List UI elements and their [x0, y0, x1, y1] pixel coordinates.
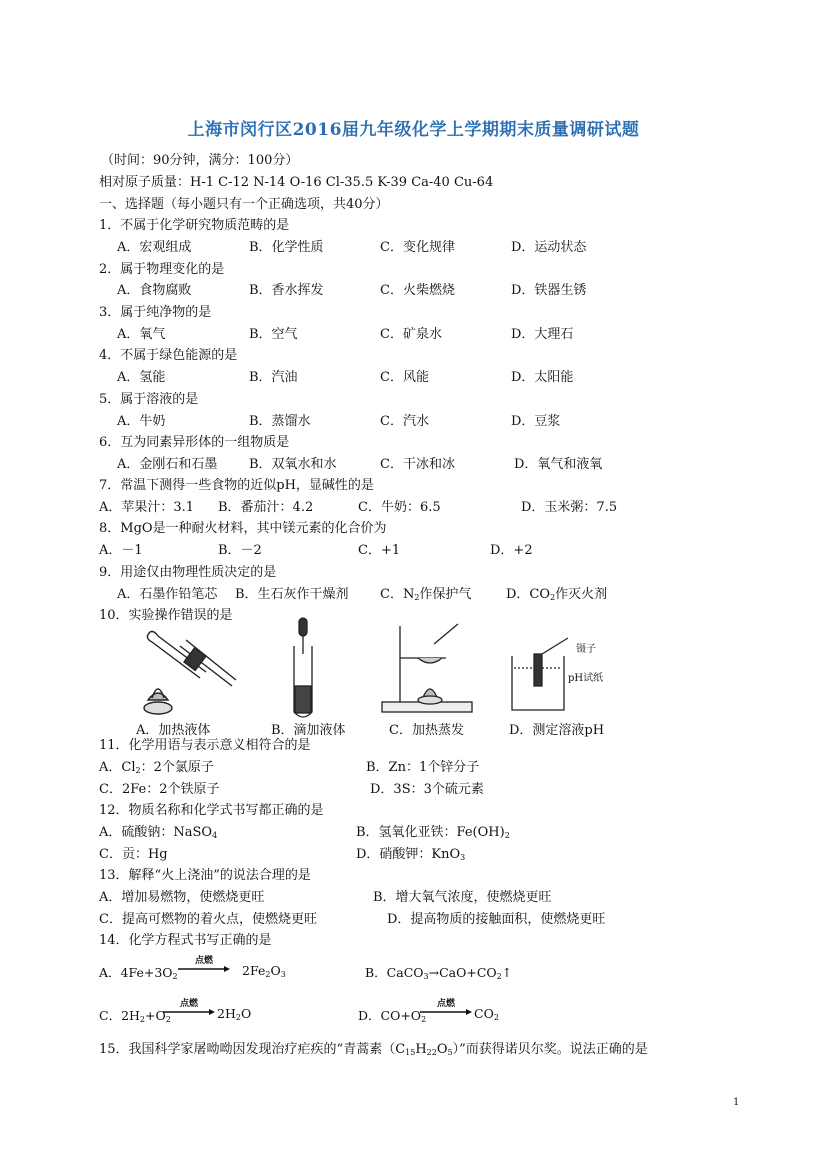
question-stem: 12．物质名称和化学式书写都正确的是: [99, 803, 324, 818]
exam-info: （时间：90分钟，满分：100分）: [101, 153, 299, 168]
question-stem: 1．不属于化学研究物质范畴的是: [99, 218, 290, 233]
option: C．$N_2$作保护气: [380, 587, 472, 602]
option: C．提高可燃物的着火点，使燃烧更旺: [99, 912, 317, 927]
atomic-mass-line: 相对原子质量：H-1 C-12 N-14 O-16 Cl-35.5 K-39 Ca-40 Cu-64: [99, 175, 494, 190]
option: C．干冰和冰: [380, 457, 455, 472]
question-stem: 9．用途仅由物理性质决定的是: [99, 565, 277, 580]
option: C．2Fe：2个铁原子: [99, 782, 220, 797]
option: B．汽油: [249, 370, 298, 385]
option: A．宏观组成: [117, 240, 192, 255]
question-stem: 2．属于物理变化的是: [99, 262, 225, 277]
question-stem: 6．互为同素异形体的一组物质是: [99, 435, 290, 450]
equation-a-product: $2Fe_2O_3$: [242, 963, 286, 979]
option: A．硫酸钠：NaSO$_4$: [99, 825, 218, 840]
evaporation-figure: [378, 622, 474, 718]
page-number: 1: [733, 1097, 740, 1108]
reaction-arrow: 点燃: [420, 1000, 472, 1014]
option: C．加热蒸发: [389, 723, 464, 738]
option: B．化学性质: [249, 240, 324, 255]
question-stem: 11．化学用语与表示意义相符合的是: [99, 738, 311, 753]
option: D．铁器生锈: [511, 283, 587, 298]
option: C．牛奶：6.5: [358, 500, 441, 515]
option: D．玉米粥：7.5: [521, 500, 618, 515]
equation-b: B．$CaCO_3\to CaO+CO_2↑$: [365, 965, 513, 981]
option: D．提高物质的接触面积，使燃烧更旺: [387, 912, 606, 927]
option: A．加热液体: [136, 723, 211, 738]
option: A．－1: [99, 543, 143, 558]
option: D．运动状态: [511, 240, 587, 255]
option: C．贡：Hg: [99, 847, 168, 862]
option: D．氧气和液氧: [514, 457, 603, 472]
option: C．变化规律: [380, 240, 455, 255]
question-stem: 5．属于溶液的是: [99, 392, 199, 407]
option: D．豆浆: [511, 414, 561, 429]
option: D．大理石: [511, 327, 574, 342]
option: A．氢能: [117, 370, 166, 385]
option: D．3S：3个硫元素: [370, 782, 484, 797]
option: B．香水挥发: [249, 283, 324, 298]
question-stem: 10．实验操作错误的是: [99, 608, 233, 623]
reaction-arrow: 点燃: [163, 1000, 215, 1014]
equation-d-product: $CO_2$: [474, 1006, 499, 1022]
option: B．Zn：1个锌分子: [366, 760, 480, 775]
option: A．金刚石和石墨: [117, 457, 218, 472]
option: A．氧气: [117, 327, 166, 342]
heating-liquid-figure: [140, 628, 240, 720]
option: B．增大氧气浓度，使燃烧更旺: [373, 890, 552, 905]
option: B．滴加液体: [271, 723, 346, 738]
option: D．硝酸钾：KnO$_3$: [356, 847, 466, 862]
option: B．蒸馏水: [249, 414, 311, 429]
question-stem: 15．我国科学家屠呦呦因发现治疗疟疾的“青蒿素$(C_{15}H_{22}O_5)$”而获得诺贝尔奖。说法正确的是: [99, 1042, 648, 1057]
arrow-icon: [163, 1009, 215, 1015]
ph-paper-label: pH试纸: [568, 673, 604, 684]
equation-a: A．$4Fe+3O_2$: [99, 965, 178, 981]
tweezers-label: 镊子: [576, 644, 596, 655]
option: B．氢氧化亚铁：$Fe(OH)_2$: [356, 825, 510, 840]
option: B．－2: [218, 543, 262, 558]
option: A．牛奶: [117, 414, 166, 429]
option: D．测定溶液pH: [509, 723, 605, 738]
question-stem: 13．解释“火上浇油”的说法合理的是: [99, 868, 311, 883]
option: B．双氧水和水: [249, 457, 337, 472]
question-stem: 14．化学方程式书写正确的是: [99, 933, 272, 948]
option: B．番茄汁：4.2: [218, 500, 314, 515]
page-title: 上海市闵行区2016届九年级化学上学期期末质量调研试题: [187, 120, 640, 140]
question-stem: 4．不属于绿色能源的是: [99, 348, 238, 363]
option: D．太阳能: [511, 370, 574, 385]
question-stem: 3．属于纯净物的是: [99, 305, 212, 320]
question-stem: 8．MgO是一种耐火材料，其中镁元素的化合价为: [99, 521, 387, 536]
option: C．汽水: [380, 414, 429, 429]
option: B．生石灰作干燥剂: [235, 587, 349, 602]
option: C．+1: [358, 543, 401, 558]
equation-c: C．$2H_2+O_2$: [99, 1008, 171, 1024]
arrow-icon: [178, 966, 230, 972]
ph-measurement-figure: [508, 634, 572, 714]
reaction-arrow: 点燃: [178, 957, 230, 971]
equation-c-product: $2H_2O$: [217, 1006, 252, 1022]
option: A．增加易燃物，使燃烧更旺: [99, 890, 265, 905]
option: C．风能: [380, 370, 429, 385]
arrow-icon: [420, 1009, 472, 1015]
option: A．苹果汁：3.1: [99, 500, 195, 515]
option: D．+2: [490, 543, 533, 558]
option: D．$CO_2$作灭火剂: [506, 587, 608, 602]
option: A．石墨作铅笔芯: [117, 587, 218, 602]
section-heading: 一、选择题（每小题只有一个正确选项，共40分）: [99, 197, 389, 212]
equation-d: D．$CO+O_2$: [358, 1008, 427, 1024]
question-stem: 7．常温下测得一些食物的近似pH，显碱性的是: [99, 478, 374, 493]
option: A．$Cl_2$：2个氯原子: [99, 760, 214, 775]
dropper-figure: [288, 616, 318, 724]
option: C．矿泉水: [380, 327, 442, 342]
option: A．食物腐败: [117, 283, 192, 298]
option: B．空气: [249, 327, 298, 342]
option: C．火柴燃烧: [380, 283, 455, 298]
